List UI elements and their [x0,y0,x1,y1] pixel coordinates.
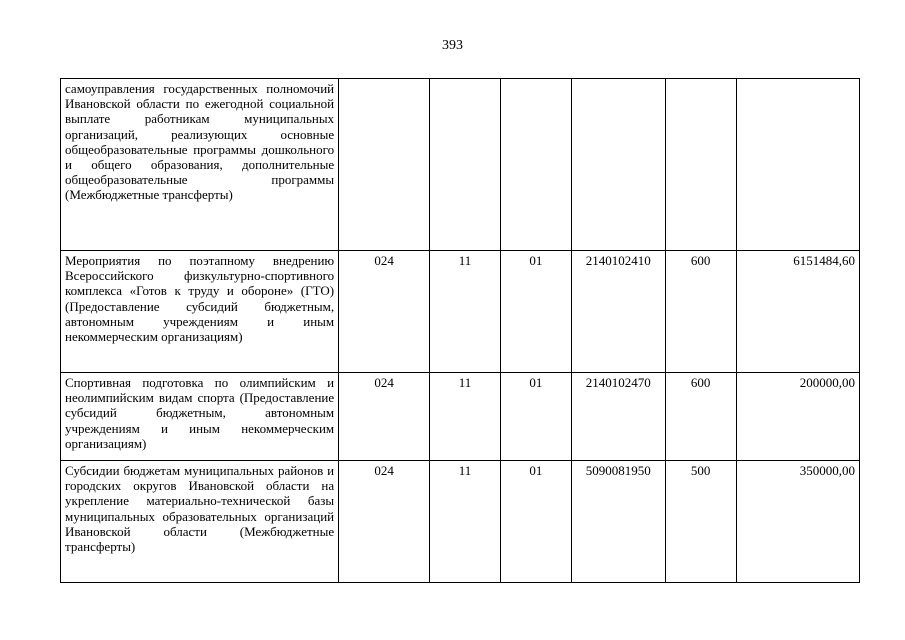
amount: 6151484,60 [736,251,859,373]
section-code: 11 [430,461,501,583]
subsection-code [500,79,571,251]
table-row [61,461,860,583]
amount: 200000,00 [736,373,859,461]
table-row [61,79,860,251]
expense-type-code: 600 [665,251,736,373]
page-number: 393 [442,38,463,53]
subsection-code: 01 [500,251,571,373]
row-description: Мероприятия по поэтапному внедрению Всероссийского физкультурно-спортивного комплекса «Готов к труду и обороне» (ГТО) (Предоставление субсидий бюджетным, автономным учреждениям и иным некоммерческим организациям) [61,251,339,373]
subsection-code: 01 [500,373,571,461]
amount [736,79,859,251]
row-description: Субсидии бюджетам муниципальных районов и городских округов Ивановской области на укрепление материально-технической базы муниципальных образовательных организаций Ивановской области (Межбюджетные трансферты) [61,461,339,583]
row-description: Спортивная подготовка по олимпийским и неолимпийским видам спорта (Предоставление субсидий бюджетным, автономным учреждениям и иным некоммерческим организациям) [61,373,339,461]
ministry-code: 024 [339,373,430,461]
budget-table [60,78,860,583]
expense-type-code [665,79,736,251]
ministry-code: 024 [339,251,430,373]
target-article-code: 2140102410 [571,251,665,373]
section-code [430,79,501,251]
subsection-code: 01 [500,461,571,583]
section-code: 11 [430,373,501,461]
row-description: самоуправления государственных полномочий Ивановской области по ежегодной социальной выплате работникам муниципальных организаций, реализующих основные общеобразовательные программы дошкольного и общего образования, дополнительные общеобразовательные программы (Межбюджетные трансферты) [61,79,339,251]
expense-type-code: 500 [665,461,736,583]
table-row [61,251,860,373]
target-article-code: 5090081950 [571,461,665,583]
target-article-code: 2140102470 [571,373,665,461]
target-article-code [571,79,665,251]
expense-type-code: 600 [665,373,736,461]
amount: 350000,00 [736,461,859,583]
ministry-code [339,79,430,251]
ministry-code: 024 [339,461,430,583]
table-row [61,373,860,461]
section-code: 11 [430,251,501,373]
